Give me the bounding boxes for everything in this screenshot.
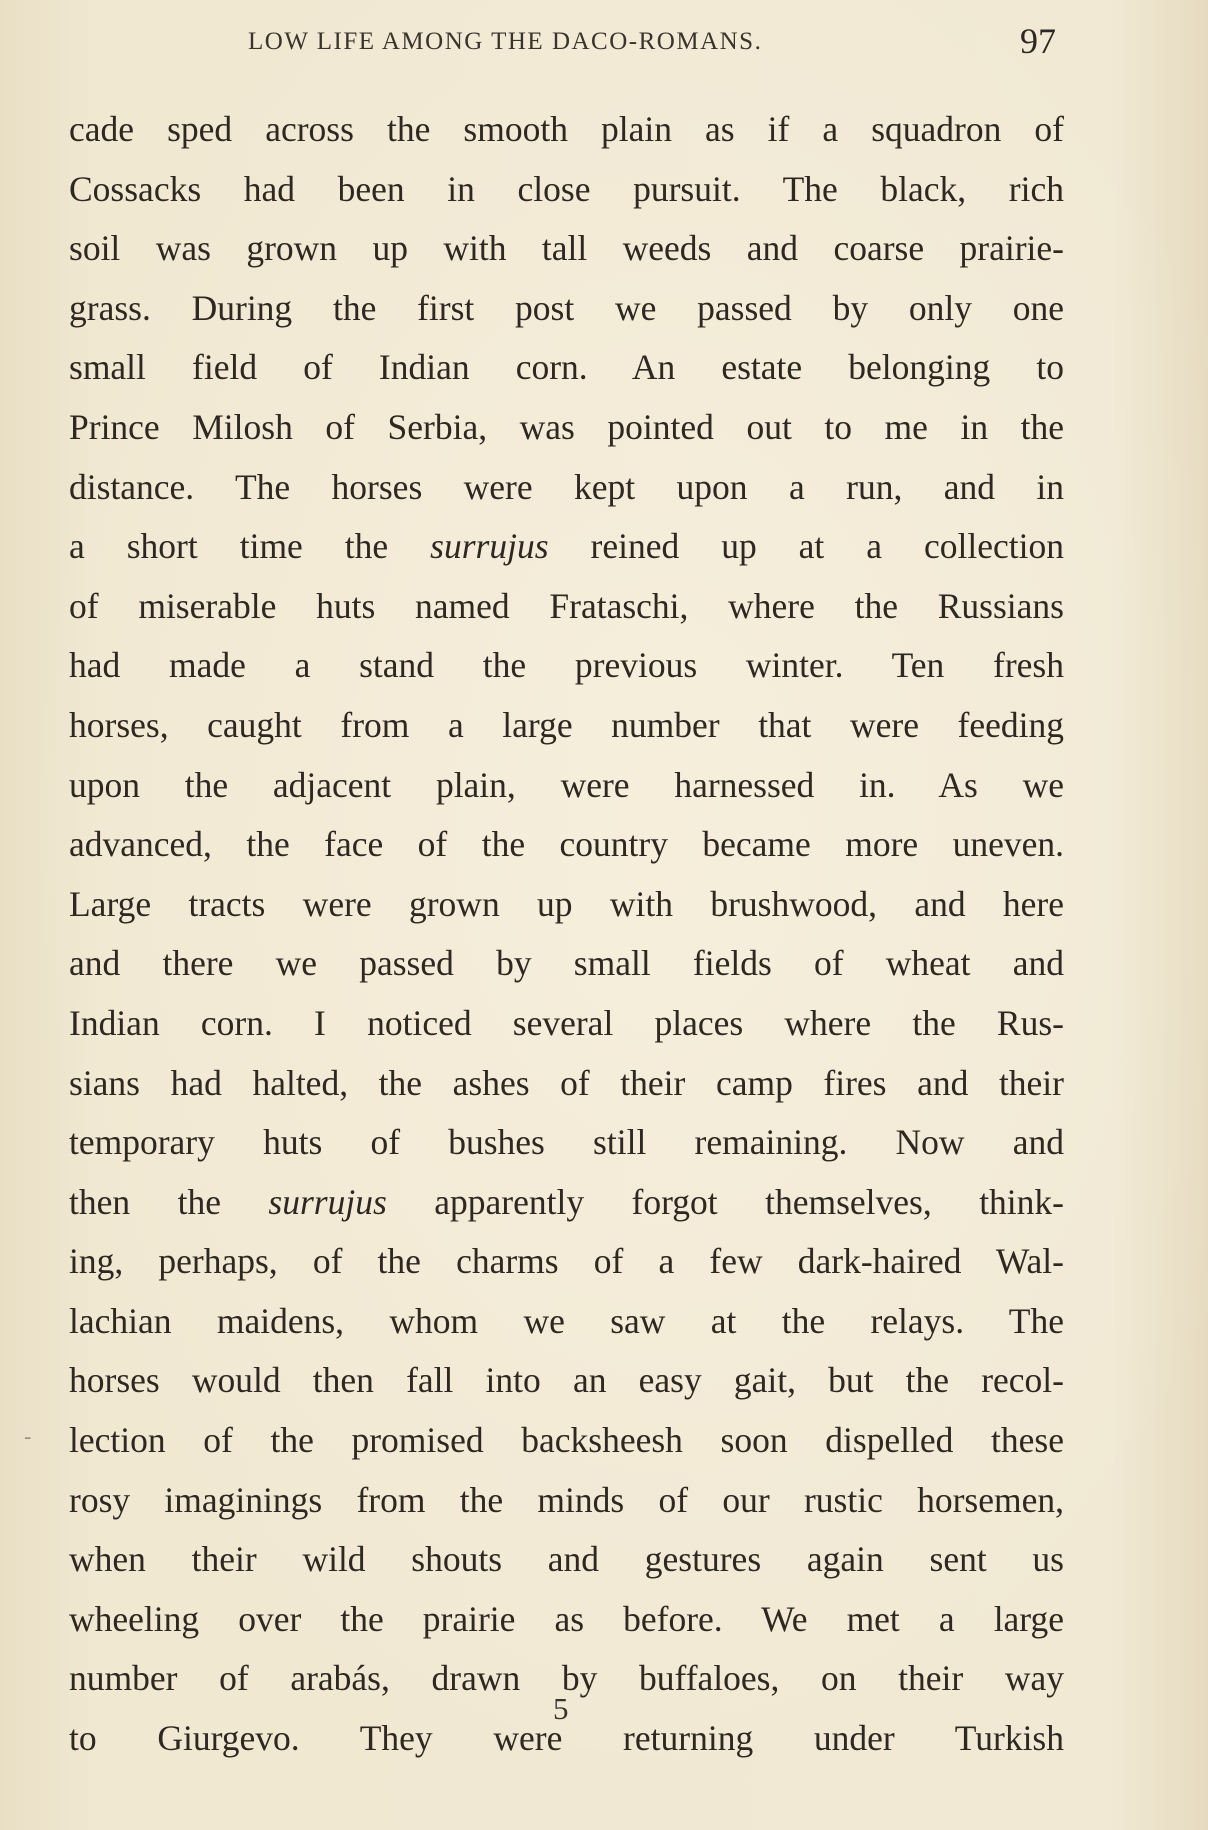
text-line bbox=[69, 1232, 1064, 1292]
text-line-segment: and there we passed by small fields of wheat and bbox=[69, 943, 1064, 984]
text-line-segment: Cossacks had been in close pursuit. The black, rich bbox=[69, 168, 1064, 209]
margin-pencil-mark: ‐ bbox=[24, 1425, 32, 1450]
text-line-segment: had made a stand the previous winter. Ten fresh bbox=[69, 645, 1064, 686]
text-line bbox=[69, 696, 1064, 756]
text-line-segment: grass. During the first post we passed by only one bbox=[69, 287, 1064, 328]
text-line bbox=[69, 160, 1064, 220]
italic-term: surrujus bbox=[430, 526, 549, 567]
text-line-segment: upon the adjacent plain, were harnessed in. As we bbox=[69, 764, 1064, 805]
signature-mark: 5 bbox=[553, 1691, 569, 1726]
text-line bbox=[69, 577, 1064, 637]
running-head: LOW LIFE AMONG THE DACO-ROMANS. bbox=[248, 28, 763, 55]
text-line-segment: number of arabás, drawn by buffaloes, on their way bbox=[69, 1658, 1064, 1699]
text-line-segment: soil was grown up with tall weeds and coarse prairie- bbox=[69, 228, 1064, 269]
page-number: 97 bbox=[1020, 21, 1056, 61]
text-line bbox=[69, 994, 1064, 1054]
text-line-segment: apparently forgot themselves, think- bbox=[386, 1181, 1064, 1222]
text-line bbox=[69, 1411, 1064, 1471]
text-line-segment: lachian maidens, whom we saw at the relays. The bbox=[69, 1300, 1064, 1341]
text-line-segment: ing, perhaps, of the charms of a few dark-haired Wal- bbox=[69, 1241, 1064, 1282]
text-line-segment: temporary huts of bushes still remaining. Now and bbox=[69, 1122, 1064, 1163]
text-line bbox=[69, 1351, 1064, 1411]
text-line bbox=[69, 875, 1064, 935]
text-line bbox=[69, 338, 1064, 398]
text-line-segment: of miserable huts named Frataschi, where the Russians bbox=[69, 585, 1064, 626]
text-line bbox=[69, 1530, 1064, 1590]
text-line-segment: reined up at a collection bbox=[548, 526, 1064, 567]
text-line bbox=[69, 815, 1064, 875]
text-line-segment: Indian corn. I noticed several places where the Rus- bbox=[69, 1002, 1064, 1043]
text-line-segment: wheeling over the prairie as before. We met a large bbox=[69, 1598, 1064, 1639]
text-line bbox=[69, 636, 1064, 696]
text-line-segment: when their wild shouts and gestures again sent us bbox=[69, 1539, 1064, 1580]
text-line-segment: Prince Milosh of Serbia, was pointed out to me in the bbox=[69, 406, 1064, 447]
text-line-segment: horses, caught from a large number that were feeding bbox=[69, 704, 1064, 745]
text-line bbox=[69, 934, 1064, 994]
text-line bbox=[69, 1173, 1064, 1233]
text-line bbox=[69, 1113, 1064, 1173]
text-line bbox=[69, 219, 1064, 279]
text-line bbox=[69, 1471, 1064, 1531]
text-line bbox=[69, 756, 1064, 816]
text-line-segment: small field of Indian corn. An estate belonging to bbox=[69, 347, 1064, 388]
text-line-segment: rosy imaginings from the minds of our rustic horsemen, bbox=[69, 1479, 1064, 1520]
text-line bbox=[69, 100, 1064, 160]
text-line bbox=[69, 1054, 1064, 1114]
text-line-segment: distance. The horses were kept upon a run, and in bbox=[69, 466, 1064, 507]
italic-term: surrujus bbox=[268, 1181, 387, 1222]
text-line bbox=[69, 279, 1064, 339]
text-line-segment: a short time the bbox=[69, 526, 431, 567]
text-line-segment: lection of the promised backsheesh soon dispelled these bbox=[69, 1420, 1064, 1461]
text-line bbox=[69, 1292, 1064, 1352]
text-line-segment: advanced, the face of the country became more uneven. bbox=[69, 824, 1064, 865]
text-line bbox=[69, 398, 1064, 458]
text-line bbox=[69, 517, 1064, 577]
body-text bbox=[69, 100, 1064, 1769]
text-line-segment: then the bbox=[69, 1181, 269, 1222]
text-line-segment: to Giurgevo. They were returning under Turkish bbox=[69, 1718, 1064, 1759]
text-line bbox=[69, 1590, 1064, 1650]
text-line-segment: Large tracts were grown up with brushwood, and here bbox=[69, 883, 1064, 924]
text-line-segment: sians had halted, the ashes of their camp fires and their bbox=[69, 1062, 1064, 1103]
text-line bbox=[69, 458, 1064, 518]
text-line-segment: horses would then fall into an easy gait, but the recol- bbox=[69, 1360, 1064, 1401]
text-line-segment: cade sped across the smooth plain as if a squadron of bbox=[69, 109, 1064, 149]
